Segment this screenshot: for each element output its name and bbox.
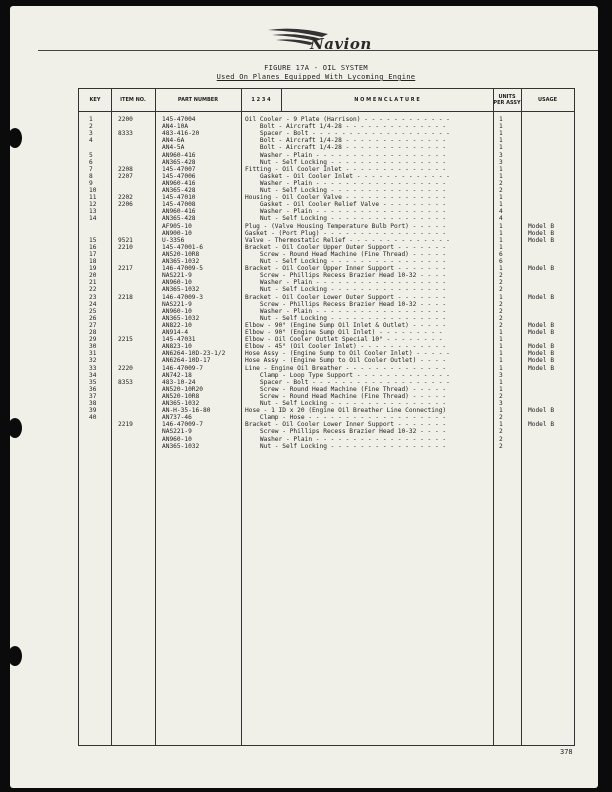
col-header-part-number: PART NUMBER <box>177 97 219 103</box>
key-cell: 27 <box>89 321 97 329</box>
units-cell: 6 <box>499 250 503 258</box>
units-cell: 1 <box>499 201 503 209</box>
nomenclature-cell: Clamp - Hose - - - - - - - - - - - - - - - - - - - <box>245 414 447 422</box>
units-cell: 1 <box>499 329 503 336</box>
key-cell: 38 <box>89 400 97 407</box>
nomenclature-cell: Bracket - Oil Cooler Lower Outer Support - - - - - - - <box>245 293 447 301</box>
usage-cell: Model B <box>528 350 555 358</box>
units-cell: 1 <box>499 350 503 358</box>
units-cell: 2 <box>499 392 503 400</box>
part-number-cell: 146-47009-5 <box>162 265 203 273</box>
units-cell: 1 <box>499 172 503 180</box>
key-cell: 2 <box>89 123 93 131</box>
part-number-cell: NAS221-9 <box>162 272 192 280</box>
units-cell: 1 <box>499 222 503 230</box>
key-cell: 36 <box>89 385 97 393</box>
usage-cell: Model B <box>528 236 555 244</box>
nomenclature-cell: Plug - (Valve Housing Temperature Bulb Port) - - - - - <box>245 222 447 230</box>
part-number-cell: 146-47009-3 <box>162 293 203 301</box>
usage-cell: Model B <box>528 229 555 237</box>
nomenclature-cell: Screw - Round Head Machine (Fine Thread) - - - - - <box>245 392 447 400</box>
table-row <box>79 295 574 301</box>
key-cell: 16 <box>89 243 97 251</box>
usage-cell: Model B <box>528 343 555 351</box>
part-number-cell: 145-47031 <box>162 336 196 344</box>
table-row <box>79 238 574 244</box>
table-row <box>79 429 574 435</box>
item-no-cell: 2200 <box>118 116 133 123</box>
key-cell: 8 <box>89 172 93 180</box>
key-cell: 6 <box>89 158 93 166</box>
item-no-cell: 2210 <box>118 243 133 251</box>
col-header-units: UNITS PER ASSY <box>493 94 521 106</box>
usage-cell: Model B <box>528 222 555 230</box>
key-cell: 25 <box>89 307 97 315</box>
nomenclature-cell: Oil Cooler - 9 Plate (Harrison) - - - - - - - - - - - - <box>245 116 450 123</box>
figure-title: FIGURE 17A - OIL SYSTEM <box>264 64 368 72</box>
part-number-cell: 145-47004 <box>162 116 196 123</box>
key-cell: 15 <box>89 236 97 244</box>
nomenclature-cell: Nut - Self Locking - - - - - - - - - - - - - - - - <box>245 258 447 265</box>
units-cell: 2 <box>499 272 503 280</box>
item-no-cell: 2215 <box>118 336 133 344</box>
units-cell: 2 <box>499 300 503 308</box>
part-number-cell: 145-47010 <box>162 194 196 202</box>
nomenclature-cell: Screw - Round Head Machine (Fine Thread) - - - - - <box>245 250 447 258</box>
part-number-cell: AN742-18 <box>162 371 192 379</box>
item-no-cell: 2220 <box>118 364 133 372</box>
key-cell: 29 <box>89 336 97 344</box>
part-number-cell: AN520-10R8 <box>162 250 200 258</box>
key-cell: 4 <box>89 137 93 145</box>
table-row <box>79 444 574 450</box>
part-number-cell: AN365-428 <box>162 158 196 166</box>
key-cell: 3 <box>89 130 93 138</box>
units-cell: 6 <box>499 258 503 265</box>
key-cell: 18 <box>89 258 97 265</box>
key-cell: 7 <box>89 165 93 173</box>
units-cell: 1 <box>499 343 503 351</box>
item-no-cell: 2208 <box>118 165 133 173</box>
part-number-cell: AN960-10 <box>162 435 192 443</box>
col-header-key: KEY <box>89 97 101 103</box>
units-cell: 1 <box>499 137 503 145</box>
nomenclature-cell: Washer - Plain - - - - - - - - - - - - - - - - - - <box>245 279 447 287</box>
part-number-cell: AN4-10A <box>162 123 189 131</box>
nomenclature-cell: Washer - Plain - - - - - - - - - - - - - - - - - - <box>245 435 447 443</box>
units-cell: 4 <box>499 215 503 223</box>
units-cell: 2 <box>499 279 503 287</box>
units-cell: 2 <box>499 286 503 294</box>
item-no-cell: 8353 <box>118 378 133 386</box>
part-number-cell: AN365-428 <box>162 187 196 194</box>
units-cell: 3 <box>499 158 503 166</box>
figure-subtitle-wrap <box>10 73 598 81</box>
nomenclature-cell: Hose Assy - (Engine Sump to Oil Cooler Inlet) - - - - - <box>245 350 450 358</box>
col-header-nomenclature: N O M E N C L A T U R E <box>354 97 420 103</box>
part-number-cell: AN520-10R20 <box>162 385 203 393</box>
key-cell: 32 <box>89 357 97 365</box>
part-number-cell: AN365-1032 <box>162 400 200 407</box>
units-cell: 2 <box>499 307 503 315</box>
units-cell: 1 <box>499 336 503 344</box>
nomenclature-cell: Nut - Self Locking - - - - - - - - - - - - - - - - <box>245 400 447 407</box>
part-number-cell: 145-47007 <box>162 165 196 173</box>
nomenclature-cell: Screw - Phillips Recess Brazier Head 10-32 - - - - <box>245 272 447 280</box>
units-cell: 2 <box>499 428 503 436</box>
header-rule <box>38 50 598 51</box>
usage-cell: Model B <box>528 293 555 301</box>
col-divider <box>281 89 282 111</box>
part-number-cell: AN365-1032 <box>162 258 200 265</box>
units-cell: 1 <box>499 194 503 202</box>
nomenclature-cell: Hose Assy - (Engine Sump to Oil Cooler Outlet) - - - - <box>245 357 447 365</box>
col-header-usage: USAGE <box>537 97 558 103</box>
nomenclature-cell: Washer - Plain - - - - - - - - - - - - - - - - - - <box>245 151 447 159</box>
nomenclature-cell: Nut - Self Locking - - - - - - - - - - - - - - - - <box>245 215 447 223</box>
units-cell: 1 <box>499 165 503 173</box>
key-cell: 35 <box>89 378 97 386</box>
key-cell: 10 <box>89 187 97 194</box>
nomenclature-cell: Line - Engine Oil Breather - - - - - - - - - - - - - - <box>245 364 447 372</box>
nomenclature-cell: Hose - 1 ID x 20 (Engine Oil Breather Line Connecting) <box>245 407 447 415</box>
nomenclature-cell: Gasket - (Port Plug) - - - - - - - - - - - - - - - - - <box>245 229 447 237</box>
table-row <box>79 302 574 308</box>
key-cell: 14 <box>89 215 97 223</box>
nomenclature-cell: Washer - Plain - - - - - - - - - - - - - - - - - - <box>245 307 447 315</box>
key-cell: 21 <box>89 279 97 287</box>
part-number-cell: AN822-10 <box>162 321 192 329</box>
units-cell: 1 <box>499 364 503 372</box>
part-number-cell: AN365-1032 <box>162 314 200 322</box>
table-row <box>79 373 574 379</box>
key-cell: 17 <box>89 250 97 258</box>
part-number-cell: AN960-10 <box>162 279 192 287</box>
figure-subtitle: Used On Planes Equipped With Lycoming Engine <box>216 73 416 81</box>
units-cell: 2 <box>499 442 503 450</box>
part-number-cell: AN960-416 <box>162 179 196 187</box>
table-row <box>79 366 574 372</box>
item-no-cell: 2217 <box>118 265 133 273</box>
key-cell: 24 <box>89 300 97 308</box>
units-cell: 1 <box>499 144 503 152</box>
units-cell: 2 <box>499 414 503 422</box>
table-row <box>79 231 574 237</box>
usage-cell: Model B <box>528 357 555 365</box>
part-number-cell: 145-47006 <box>162 172 196 180</box>
units-cell: 2 <box>499 321 503 329</box>
part-number-cell: AN960-10 <box>162 307 192 315</box>
table-row <box>79 437 574 443</box>
binder-hole <box>10 128 22 148</box>
key-cell: 40 <box>89 414 97 422</box>
units-cell: 3 <box>499 400 503 407</box>
key-cell: 30 <box>89 343 97 351</box>
nomenclature-cell: Nut - Self Locking - - - - - - - - - - - - - - - - <box>245 286 447 294</box>
item-no-cell: 9521 <box>118 236 133 244</box>
page-number: 378 <box>560 748 573 756</box>
table-row <box>79 224 574 230</box>
units-cell: 2 <box>499 179 503 187</box>
usage-cell: Model B <box>528 265 555 273</box>
key-cell: 1 <box>89 116 93 123</box>
binder-hole <box>10 418 22 438</box>
col-header-item-no: ITEM NO. <box>120 97 146 103</box>
nomenclature-cell: Spacer - Bolt - - - - - - - - - - - - - - - - - - - <box>245 130 450 138</box>
logo-text: Navion <box>310 35 372 53</box>
nomenclature-cell: Clamp - Loop Type Support - - - - - - - - - - - - - <box>245 371 450 379</box>
key-cell: 33 <box>89 364 97 372</box>
item-no-cell: 2207 <box>118 172 133 180</box>
part-number-cell: 145-47008 <box>162 201 196 209</box>
part-number-cell: AN4-5A <box>162 144 185 152</box>
table-row <box>79 216 574 222</box>
nomenclature-cell: Screw - Round Head Machine (Fine Thread) - - - - - <box>245 385 447 393</box>
nomenclature-cell: Bracket - Oil Cooler Upper Inner Support - - - - - - - <box>245 265 447 273</box>
part-number-cell: AN900-10 <box>162 229 192 237</box>
units-cell: 3 <box>499 151 503 159</box>
nomenclature-cell: Nut - Self Locking - - - - - - - - - - - - - - - - <box>245 187 447 194</box>
key-cell: 22 <box>89 286 97 294</box>
key-cell: 28 <box>89 329 97 336</box>
binder-hole <box>10 646 22 666</box>
part-number-cell: 146-47009-7 <box>162 364 203 372</box>
part-number-cell: AN-H-35-16-80 <box>162 407 211 415</box>
nomenclature-cell: Screw - Phillips Recess Brazier Head 10-32 - - - - <box>245 300 447 308</box>
nomenclature-cell: Bracket - Oil Cooler Upper Outer Support - - - - - - - <box>245 243 447 251</box>
nomenclature-cell: Gasket - Oil Cooler Inlet - - - - - - - - - - - - - <box>245 172 450 180</box>
key-cell: 39 <box>89 407 97 415</box>
part-number-cell: AN960-416 <box>162 208 196 216</box>
part-number-cell: 145-47001-6 <box>162 243 203 251</box>
key-cell: 12 <box>89 201 97 209</box>
nomenclature-cell: Bolt - Aircraft 1/4-28 - - - - - - - - - - - - - - <box>245 144 447 152</box>
item-no-cell: 2202 <box>118 194 133 202</box>
nomenclature-cell: Washer - Plain - - - - - - - - - - - - - - - - - - <box>245 179 447 187</box>
part-number-cell: AN365-1032 <box>162 286 200 294</box>
units-cell: 1 <box>499 236 503 244</box>
key-cell: 20 <box>89 272 97 280</box>
units-cell: 1 <box>499 229 503 237</box>
nomenclature-cell: Bolt - Aircraft 1/4-28 - - - - - - - - - - - - - - <box>245 123 447 131</box>
units-cell: 3 <box>499 371 503 379</box>
nomenclature-cell: Bracket - Oil Cooler Lower Inner Support - - - - - - - <box>245 421 447 429</box>
units-cell: 1 <box>499 385 503 393</box>
part-number-cell: 483-10-24 <box>162 378 196 386</box>
item-no-cell: 2206 <box>118 201 133 209</box>
units-cell: 1 <box>499 116 503 123</box>
part-number-cell: AN823-10 <box>162 343 192 351</box>
part-number-cell: AN914-4 <box>162 329 189 336</box>
table-row <box>79 358 574 364</box>
table-row <box>79 153 574 159</box>
nomenclature-cell: Nut - Self Locking - - - - - - - - - - - - - - - - <box>245 158 447 166</box>
units-cell: 2 <box>499 187 503 194</box>
nomenclature-cell: Washer - Plain - - - - - - - - - - - - - - - - - - <box>245 208 447 216</box>
table-row <box>79 167 574 173</box>
units-cell: 1 <box>499 243 503 251</box>
usage-cell: Model B <box>528 421 555 429</box>
key-cell: 19 <box>89 265 97 273</box>
part-number-cell: AN4-6A <box>162 137 185 145</box>
part-number-cell: AN520-10R8 <box>162 392 200 400</box>
usage-cell: Model B <box>528 321 555 329</box>
col-header-indent: 1 2 3 4 <box>251 97 271 103</box>
units-cell: 2 <box>499 435 503 443</box>
units-cell: 1 <box>499 130 503 138</box>
table-row <box>79 287 574 293</box>
part-number-cell: U-3356 <box>162 236 185 244</box>
nomenclature-cell: Elbow - 90° (Engine Sump Oil Inlet & Outlet) - - - - - <box>245 321 447 329</box>
key-cell: 9 <box>89 179 93 187</box>
part-number-cell: 146-47009-7 <box>162 421 203 429</box>
usage-cell: Model B <box>528 364 555 372</box>
key-cell: 11 <box>89 194 97 202</box>
units-cell: 1 <box>499 421 503 429</box>
item-no-cell: 2218 <box>118 293 133 301</box>
key-cell: 34 <box>89 371 97 379</box>
part-number-cell: NAS221-9 <box>162 428 192 436</box>
catalog-page <box>10 6 598 788</box>
part-number-cell: AN365-428 <box>162 215 196 223</box>
nomenclature-cell: Elbow - Oil Cooler Outlet Special 10° - - - - - - - - <box>245 336 443 344</box>
parts-table <box>78 88 575 746</box>
key-cell: 23 <box>89 293 97 301</box>
nomenclature-cell: Screw - Phillips Recess Brazier Head 10-32 - - - - <box>245 428 447 436</box>
part-number-cell: AN365-1032 <box>162 442 200 450</box>
units-cell: 1 <box>499 123 503 131</box>
key-cell: 13 <box>89 208 97 216</box>
nomenclature-cell: Nut - Self Locking - - - - - - - - - - - - - - - - <box>245 314 447 322</box>
usage-cell: Model B <box>528 329 555 336</box>
nomenclature-cell: Gasket - Oil Cooler Relief Valve - - - - - - - - - <box>245 201 447 209</box>
nomenclature-cell: Bolt - Aircraft 1/4-28 - - - - - - - - - - - - - - <box>245 137 447 145</box>
nomenclature-cell: Housing - Oil Cooler Valve - - - - - - - - - - - - - - <box>245 194 447 202</box>
table-row <box>79 160 574 166</box>
nomenclature-cell: Elbow - 90° (Engine Sump Oil Inlet) - - - - - - - - - <box>245 329 443 336</box>
key-cell: 37 <box>89 392 97 400</box>
nomenclature-cell: Fitting - Oil Cooler Inlet - - - - - - - - - - - - - - <box>245 165 447 173</box>
units-cell: 1 <box>499 407 503 415</box>
nomenclature-cell: Nut - Self Locking - - - - - - - - - - - - - - - - <box>245 442 447 450</box>
units-cell: 1 <box>499 293 503 301</box>
item-no-cell: 8333 <box>118 130 133 138</box>
header-divider <box>79 111 574 112</box>
part-number-cell: AN6264-10D-17 <box>162 357 211 365</box>
units-cell: 1 <box>499 265 503 273</box>
part-number-cell: AN6264-10D-23-1/2 <box>162 350 226 358</box>
units-cell: 4 <box>499 208 503 216</box>
key-cell: 26 <box>89 314 97 322</box>
part-number-cell: 483-416-20 <box>162 130 200 138</box>
table-row <box>79 309 574 315</box>
part-number-cell: NAS221-9 <box>162 300 192 308</box>
part-number-cell: AN737-46 <box>162 414 192 422</box>
part-number-cell: AN960-416 <box>162 151 196 159</box>
units-cell: 1 <box>499 378 503 386</box>
table-row <box>79 145 574 151</box>
key-cell: 31 <box>89 350 97 358</box>
nomenclature-cell: Spacer - Bolt - - - - - - - - - - - - - - - - - - - <box>245 378 450 386</box>
units-cell: 1 <box>499 357 503 365</box>
nomenclature-cell: Valve - Thermostatic Relief - - - - - - - - - - - - - - <box>245 236 450 244</box>
units-cell: 2 <box>499 314 503 322</box>
part-number-cell: AF905-10 <box>162 222 192 230</box>
table-row <box>79 380 574 386</box>
key-cell: 5 <box>89 151 93 159</box>
item-no-cell: 2219 <box>118 421 133 429</box>
nomenclature-cell: Elbow - 45° (Oil Cooler Inlet) - - - - - - - - - - - - <box>245 343 447 351</box>
usage-cell: Model B <box>528 407 555 415</box>
